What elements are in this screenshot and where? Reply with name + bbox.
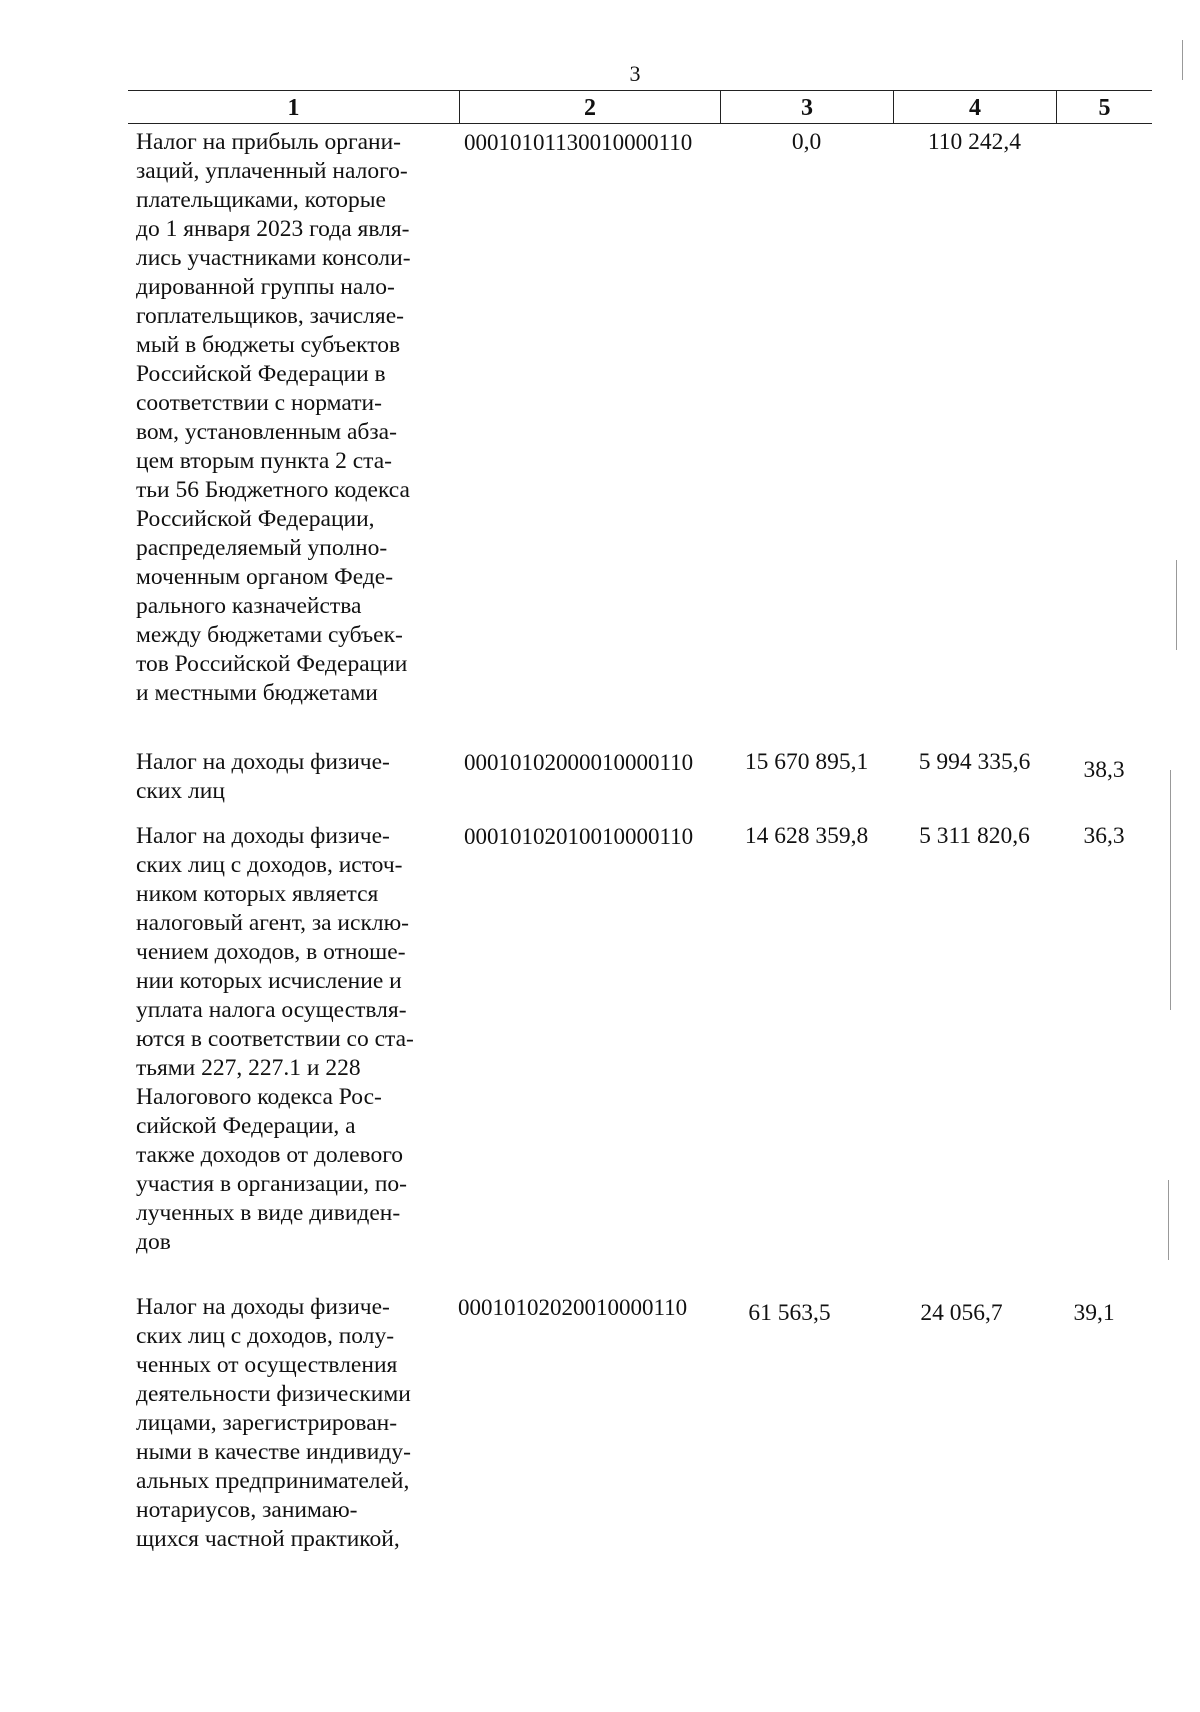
row-name	[136, 748, 446, 806]
name-line: тьи 56 Бюджетного кодекса	[136, 477, 410, 503]
row-col-4: 5 311 820,6	[919, 823, 1030, 849]
name-line: тов Российской Федерации	[136, 651, 408, 677]
name-line: моченным органом Феде-	[136, 564, 394, 590]
name-line: соответствии с нормати-	[136, 390, 382, 416]
row-col-3: 61 563,5	[748, 1300, 831, 1326]
row-col-3: 0,0	[791, 129, 822, 155]
name-line: вом, установленным абза-	[136, 419, 397, 445]
name-line: распределяемый уполно-	[136, 535, 388, 561]
row-col-4: 110 242,4	[927, 129, 1022, 155]
row-col-5: 36,3	[1083, 823, 1125, 849]
row-col-5: 38,3	[1083, 757, 1125, 783]
name-line: заций, уплаченный налого-	[136, 158, 408, 184]
name-line: щихся частной практикой,	[136, 1526, 400, 1552]
name-line: ских лиц	[136, 778, 225, 804]
header-col-1: 1	[287, 95, 300, 121]
row-col-3: 15 670 895,1	[744, 749, 869, 775]
name-line: Российской Федерации,	[136, 506, 375, 532]
row-col-5: 39,1	[1073, 1300, 1115, 1326]
row-col-4: 5 994 335,6	[918, 749, 1031, 775]
name-line: Российской Федерации в	[136, 361, 386, 387]
header-col-5: 5	[1056, 91, 1152, 123]
name-line: дов	[136, 1229, 171, 1255]
name-line: ются в соответствии со ста-	[136, 1026, 414, 1052]
name-line: цем вторым пункта 2 ста-	[136, 448, 392, 474]
name-line: сийской Федерации, а	[136, 1113, 356, 1139]
name-line: дированной группы нало-	[136, 274, 395, 300]
name-line: ских лиц с доходов, полу-	[136, 1323, 395, 1349]
name-line: до 1 января 2023 года явля-	[136, 216, 410, 242]
name-line: деятельности физическими	[136, 1381, 411, 1407]
name-line: ченных от осуществления	[136, 1352, 398, 1378]
name-line: ских лиц с доходов, источ-	[136, 852, 403, 878]
row-code: 00010101130010000110	[464, 130, 693, 155]
row-code: 00010102020010000110	[458, 1295, 688, 1320]
name-line: и местными бюджетами	[136, 680, 378, 706]
name-line: налоговый агент, за исклю-	[136, 910, 409, 936]
header-col-2: 2	[459, 91, 720, 123]
scan-artifact	[1182, 40, 1183, 80]
name-line: лученных в виде дивиден-	[136, 1200, 401, 1226]
row-col-3: 14 628 359,8	[744, 823, 869, 849]
name-line: Налог на доходы физиче-	[136, 823, 390, 849]
name-line: лись участниками консоли-	[136, 245, 411, 271]
name-line: лицами, зарегистрирован-	[136, 1410, 398, 1436]
name-line: нии которых исчисление и	[136, 968, 402, 994]
table-header	[128, 90, 1152, 124]
name-line: тьями 227, 227.1 и 228	[136, 1055, 361, 1081]
name-line: Налогового кодекса Рос-	[136, 1084, 382, 1110]
page-number: 3	[629, 61, 641, 86]
scan-artifact	[1170, 770, 1171, 1010]
row-col-4: 24 056,7	[920, 1300, 1003, 1326]
header-col-3: 3	[720, 91, 893, 123]
row-code: 00010102010010000110	[464, 824, 694, 849]
row-name	[136, 128, 446, 708]
name-line: нотариусов, занимаю-	[136, 1497, 358, 1523]
name-line: мый в бюджеты субъектов	[136, 332, 401, 358]
row-code: 00010102000010000110	[464, 750, 694, 775]
name-line: Налог на доходы физиче-	[136, 1294, 390, 1320]
name-line: Налог на прибыль органи-	[136, 129, 401, 155]
scan-artifact	[1168, 1180, 1169, 1260]
name-line: гоплательщиков, зачисляе-	[136, 303, 404, 329]
name-line: уплата налога осуществля-	[136, 997, 407, 1023]
name-line: Налог на доходы физиче-	[136, 749, 390, 775]
name-line: ными в качестве индивиду-	[136, 1439, 411, 1465]
header-col-4: 4	[893, 91, 1056, 123]
name-line: участия в организации, по-	[136, 1171, 407, 1197]
name-line: рального казначейства	[136, 593, 362, 619]
name-line: альных предпринимателей,	[136, 1468, 410, 1494]
scan-artifact	[1176, 560, 1177, 650]
name-line: также доходов от долевого	[136, 1142, 403, 1168]
name-line: между бюджетами субъек-	[136, 622, 403, 648]
name-line: ником которых является	[136, 881, 379, 907]
row-name	[136, 1293, 446, 1554]
row-name	[136, 822, 446, 1257]
name-line: плательщиками, которые	[136, 187, 386, 213]
name-line: чением доходов, в отноше-	[136, 939, 406, 965]
